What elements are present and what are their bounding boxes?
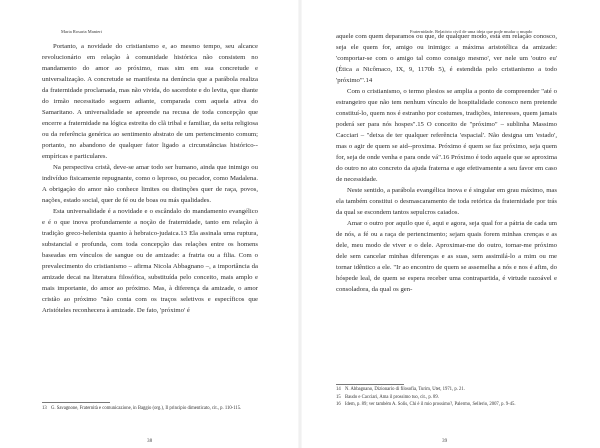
footnote [336,401,557,409]
footnote-rule [42,402,110,403]
footnote-text: G. Savagnone, Fraternità e comunicazione, in Baggio (org.), Il principio dimenticato, cit., p. 110-115. [51,406,242,411]
paragraph: Com o cristianismo, o termo plesios se amplia a ponto de compreender "até o estrangeiro que não tem nenhum vínculo de hospitalidade conosco nem pretende constituí-lo, quem nos é estranho por costumes, tradições, interesses, quem jamais poderá ser para nós hospes".15 O conceito de "próximo" – sublinha Massimo Cacciari – "deixa de ter qualquer referência 'espacial'. Não designa um 'estado', mas o agir de quem se aid--proxima. Próximo é quem se faz próximo, seja quem for, seja de onde venha e para onde vá".16 Próximo é todo aquele que se aproxima do outro no ato concreto da ajuda fraterna e age efetivamente a seu favor em caso de necessidade. [336,88,557,183]
running-head-title: Fraternidade. Relatório civil de uma ideia que pode mudar o mundo [410,29,533,34]
left-footnotes [42,405,258,413]
footnote-number: 14 [336,387,341,392]
paragraph: Na perspectiva cristã, deve-se amar todo ser humano, ainda que inimigo ou indivíduo fisicamente repugnante, como o leproso, ou pecador, como Madalena. A obrigação do amor não conhece limites ou distinções quer de raça, povos, nações, estado social, quer de fé ou de boas ou más qualidades. [42,164,258,204]
right-body-text [336,31,557,295]
footnote [336,394,557,402]
footnote-text: N. Abbagnano, Dizionario di filosofia, Turim, Utet, 1971, p. 21. [345,387,465,392]
footnote [42,405,258,413]
paragraph: Neste sentido, a parábola evangélica inova e é singular em grau máximo, mas ela também constitui o desmascaramento de toda retórica da fraternidade por trás da qual se escondem tantos sepulcros caiados. [336,187,557,216]
paragraph: Portanto, a novidade do cristianismo e, ao mesmo tempo, seu alcance revolucionário em relação à comunidade histórica não consistem no mandamento do amor ao próximo, mas sim em sua concretude e universalização. A concretude se manifesta na denúncia que a parábola realiza da fraternidade proclamada, mas não vivida, do sacerdote e do levita, que diante do irmão necessitado seguem adiante, comparada com aquela ativa do Samaritano. A universalidade se apreende na recusa de toda concepção que encerre a fraternidade na lógica estreita do clã tribal e familiar, da seita religiosa ou da referência genérica ao sentimento abstrato de um pertencimento comum; portanto, no abandono de qualquer fator ligado a circunstâncias histórico--empíricas e particulares. [42,43,258,160]
page-number: 39 [442,438,448,444]
footnote [336,386,557,394]
footnote-rule [336,384,404,385]
footnote-number: 13 [42,406,47,411]
page-number: 38 [147,438,153,444]
left-body-text [42,41,258,316]
right-page [300,0,600,448]
footnote-number: 15 [336,394,341,400]
footnote-text: Idem, p. 89; ver também A. Solìs, Chi è il mio prossimo?, Palermo, Sellerio, 2007, p. 9-45. [345,402,516,408]
paragraph: Amar o outro por aquilo que é, aqui e agora, seja qual for a pátria de cada um de nós, a fé ou a raça de pertencimento; sejam quais forem minhas crenças e as dele, meu modo de viver e o dele. Aproximar-me do outro, tornar-me próximo dele sem cancelar minhas diferenças e as suas, sem assimilá-lo a mim ou me tornar idêntico a ele. "Ir ao encontro de quem se assemelha a nós e nos é afim, do hóspede leal, de quem se espera receber uma contrapartida, é virtude razoável e consoladora, da qual os gen- [336,220,557,293]
paragraph: Esta universalidade é a novidade e o escândalo do mandamento evangélico e é o que inova profundamente a noção de fraternidade, tanto em relação à tradição greco-helenista quanto à hebraico-judaica.13 Ela assinala uma ruptura, substancial e profunda, com toda concepção das relações entre os homens baseadas em vínculos de sangue ou de amizade: a fratria ou a filia. Com o prevalecimento do cristianismo – afirma Nicola Abbagnano –, a importância da amizade decai na literatura filosófica, substituída pelo conceito, mais amplo e mais importante, do amor ao próximo. Mas, à diferença da amizade, o amor cristão ao próximo "não conta com os traços seletivos e específicos que Aristóteles reconhecera à amizade. De fato, 'próximo' é [42,208,258,314]
footnote-number: 16 [336,402,341,408]
running-head-author: Maria Rosaria Manieri [61,29,103,34]
paragraph: aquele com quem deparamos ou que, de qualquer modo, está em relação conosco, seja ele quem for, amigo ou inimigo: a máxima aristotélica da amizade: 'comportar-se com o amigo tal como consigo mesmo', ver nele um 'outro eu' (Ética a Nicômaco, IX, 9, 1170b 5), é estendida pelo cristianismo a todo 'próximo'".14 [336,33,557,84]
right-footnotes [336,386,557,409]
footnote-text: Baudo e Cacciari, Ama il prossimo tuo, cit., p. 89. [345,394,439,400]
